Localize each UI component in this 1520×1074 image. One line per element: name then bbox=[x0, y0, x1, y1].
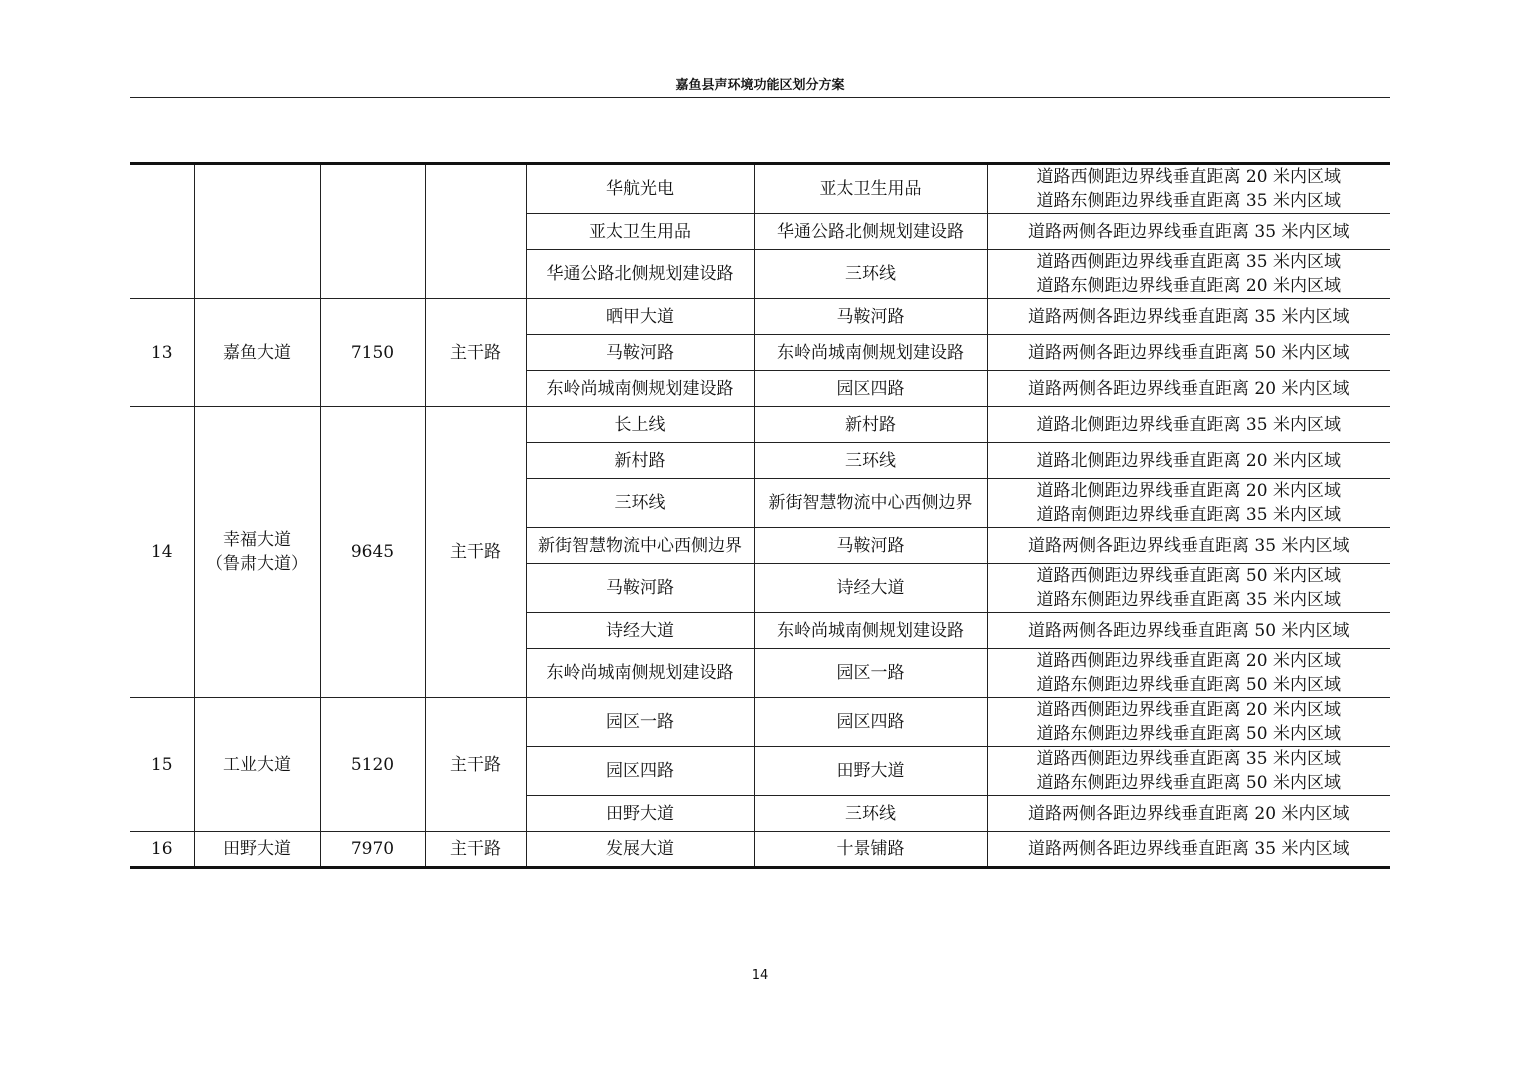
zone-range-cell-line: 道路东侧距边界线垂直距离 35 米内区域 bbox=[1036, 191, 1341, 211]
zone-range-cell-line: 道路东侧距边界线垂直距离 20 米内区域 bbox=[1036, 276, 1341, 296]
road-name-cell-line: 工业大道 bbox=[223, 754, 291, 775]
grade-cell: 主干路 bbox=[425, 698, 526, 832]
segment-end-cell: 华通公路北侧规划建设路 bbox=[754, 214, 987, 250]
zone-range-cell bbox=[987, 479, 1390, 528]
no-cell: 16 bbox=[130, 832, 194, 868]
table-row bbox=[130, 698, 1390, 747]
zone-range-cell-line: 道路西侧距边界线垂直距离 20 米内区域 bbox=[1036, 700, 1341, 720]
zone-range-cell-line: 道路东侧距边界线垂直距离 35 米内区域 bbox=[1036, 590, 1341, 610]
segment-start-cell: 亚太卫生用品 bbox=[526, 214, 754, 250]
zone-range-cell bbox=[987, 564, 1390, 613]
segment-end-cell: 东岭尚城南侧规划建设路 bbox=[754, 335, 987, 371]
zone-range-cell-line: 道路两侧各距边界线垂直距离 50 米内区域 bbox=[1028, 620, 1350, 641]
zone-range-cell bbox=[987, 371, 1390, 407]
zone-range-cell-line: 道路两侧各距边界线垂直距离 20 米内区域 bbox=[1028, 378, 1350, 399]
zone-range-cell-line: 道路东侧距边界线垂直距离 50 米内区域 bbox=[1036, 773, 1341, 793]
length-cell: 7970 bbox=[320, 832, 425, 868]
zone-range-cell bbox=[987, 214, 1390, 250]
road-name-cell-line: 田野大道 bbox=[223, 839, 291, 859]
zone-range-cell bbox=[987, 164, 1390, 214]
zone-range-cell bbox=[987, 335, 1390, 371]
no-cell bbox=[130, 164, 194, 299]
zone-range-cell-line: 道路东侧距边界线垂直距离 50 米内区域 bbox=[1036, 675, 1341, 695]
segment-start-cell: 三环线 bbox=[526, 479, 754, 528]
segment-end-cell: 东岭尚城南侧规划建设路 bbox=[754, 613, 987, 649]
zone-range-cell-line: 道路南侧距边界线垂直距离 35 米内区域 bbox=[1036, 505, 1341, 525]
length-cell: 7150 bbox=[320, 299, 425, 407]
zone-range-cell-line: 道路北侧距边界线垂直距离 20 米内区域 bbox=[1036, 450, 1341, 471]
page-number: 14 bbox=[751, 968, 769, 983]
segment-end-cell: 马鞍河路 bbox=[754, 528, 987, 564]
zone-range-cell-line: 道路西侧距边界线垂直距离 35 米内区域 bbox=[1036, 252, 1341, 272]
zone-range-cell bbox=[987, 796, 1390, 832]
zone-range-cell bbox=[987, 832, 1390, 868]
segment-start-cell: 新村路 bbox=[526, 443, 754, 479]
road-name-cell-line: （鲁肃大道） bbox=[206, 554, 308, 574]
segment-end-cell: 新街智慧物流中心西侧边界 bbox=[754, 479, 987, 528]
zone-range-cell bbox=[987, 747, 1390, 796]
zone-range-cell-line: 道路西侧距边界线垂直距离 20 米内区域 bbox=[1036, 651, 1341, 671]
zone-range-cell-line: 道路东侧距边界线垂直距离 50 米内区域 bbox=[1036, 724, 1341, 744]
segment-end-cell: 园区四路 bbox=[754, 698, 987, 747]
segment-start-cell: 东岭尚城南侧规划建设路 bbox=[526, 649, 754, 698]
segment-start-cell: 长上线 bbox=[526, 407, 754, 443]
segment-start-cell: 发展大道 bbox=[526, 832, 754, 868]
road-name-cell bbox=[194, 164, 320, 299]
length-cell bbox=[320, 164, 425, 299]
no-cell: 14 bbox=[130, 407, 194, 698]
grade-cell: 主干路 bbox=[425, 832, 526, 868]
table-row bbox=[130, 164, 1390, 214]
grade-cell: 主干路 bbox=[425, 407, 526, 698]
grade-cell: 主干路 bbox=[425, 299, 526, 407]
segment-start-cell: 田野大道 bbox=[526, 796, 754, 832]
no-cell: 15 bbox=[130, 698, 194, 832]
segment-end-cell: 诗经大道 bbox=[754, 564, 987, 613]
zone-range-cell-line: 道路两侧各距边界线垂直距离 20 米内区域 bbox=[1028, 803, 1350, 824]
zone-range-cell-line: 道路北侧距边界线垂直距离 35 米内区域 bbox=[1036, 414, 1341, 435]
segment-start-cell: 东岭尚城南侧规划建设路 bbox=[526, 371, 754, 407]
table-body bbox=[130, 164, 1390, 868]
zone-range-cell bbox=[987, 528, 1390, 564]
road-name-cell bbox=[194, 832, 320, 868]
segment-end-cell: 三环线 bbox=[754, 796, 987, 832]
no-cell: 13 bbox=[130, 299, 194, 407]
road-name-cell-line: 幸福大道 bbox=[223, 530, 291, 550]
segment-start-cell: 华通公路北侧规划建设路 bbox=[526, 250, 754, 299]
segment-end-cell: 田野大道 bbox=[754, 747, 987, 796]
zone-range-cell bbox=[987, 613, 1390, 649]
segment-start-cell: 马鞍河路 bbox=[526, 335, 754, 371]
table-row bbox=[130, 407, 1390, 443]
zone-range-cell-line: 道路西侧距边界线垂直距离 50 米内区域 bbox=[1036, 566, 1341, 586]
road-name-cell-line: 嘉鱼大道 bbox=[223, 342, 291, 363]
segment-end-cell: 十景铺路 bbox=[754, 832, 987, 868]
road-name-cell bbox=[194, 407, 320, 698]
segment-end-cell: 新村路 bbox=[754, 407, 987, 443]
segment-end-cell: 三环线 bbox=[754, 443, 987, 479]
zone-range-cell-line: 道路两侧各距边界线垂直距离 35 米内区域 bbox=[1028, 535, 1350, 556]
road-zone-table bbox=[130, 162, 1390, 869]
grade-cell bbox=[425, 164, 526, 299]
zone-range-cell-line: 道路西侧距边界线垂直距离 20 米内区域 bbox=[1036, 167, 1341, 187]
zone-range-cell bbox=[987, 299, 1390, 335]
zone-range-cell-line: 道路两侧各距边界线垂直距离 50 米内区域 bbox=[1028, 342, 1350, 363]
document-header-title: 嘉鱼县声环境功能区划分方案 bbox=[675, 78, 845, 93]
road-name-cell bbox=[194, 698, 320, 832]
segment-start-cell: 晒甲大道 bbox=[526, 299, 754, 335]
segment-start-cell: 园区四路 bbox=[526, 747, 754, 796]
segment-start-cell: 马鞍河路 bbox=[526, 564, 754, 613]
segment-end-cell: 马鞍河路 bbox=[754, 299, 987, 335]
segment-start-cell: 诗经大道 bbox=[526, 613, 754, 649]
table-row bbox=[130, 299, 1390, 335]
length-cell: 5120 bbox=[320, 698, 425, 832]
zone-range-cell-line: 道路两侧各距边界线垂直距离 35 米内区域 bbox=[1028, 221, 1350, 242]
zone-range-cell bbox=[987, 443, 1390, 479]
zone-range-cell-line: 道路西侧距边界线垂直距离 35 米内区域 bbox=[1036, 749, 1341, 769]
segment-start-cell: 园区一路 bbox=[526, 698, 754, 747]
zone-range-cell bbox=[987, 649, 1390, 698]
segment-start-cell: 华航光电 bbox=[526, 164, 754, 214]
length-cell: 9645 bbox=[320, 407, 425, 698]
zone-range-cell-line: 道路两侧各距边界线垂直距离 35 米内区域 bbox=[1028, 306, 1350, 327]
zone-range-cell bbox=[987, 698, 1390, 747]
zone-range-cell-line: 道路北侧距边界线垂直距离 20 米内区域 bbox=[1036, 481, 1341, 501]
segment-start-cell: 新街智慧物流中心西侧边界 bbox=[526, 528, 754, 564]
zone-range-cell-line: 道路两侧各距边界线垂直距离 35 米内区域 bbox=[1028, 839, 1350, 859]
header-rule bbox=[130, 97, 1390, 98]
road-name-cell bbox=[194, 299, 320, 407]
segment-end-cell: 三环线 bbox=[754, 250, 987, 299]
zone-range-cell bbox=[987, 407, 1390, 443]
segment-end-cell: 园区四路 bbox=[754, 371, 987, 407]
segment-end-cell: 园区一路 bbox=[754, 649, 987, 698]
table-row bbox=[130, 832, 1390, 868]
zone-range-cell bbox=[987, 250, 1390, 299]
segment-end-cell: 亚太卫生用品 bbox=[754, 164, 987, 214]
